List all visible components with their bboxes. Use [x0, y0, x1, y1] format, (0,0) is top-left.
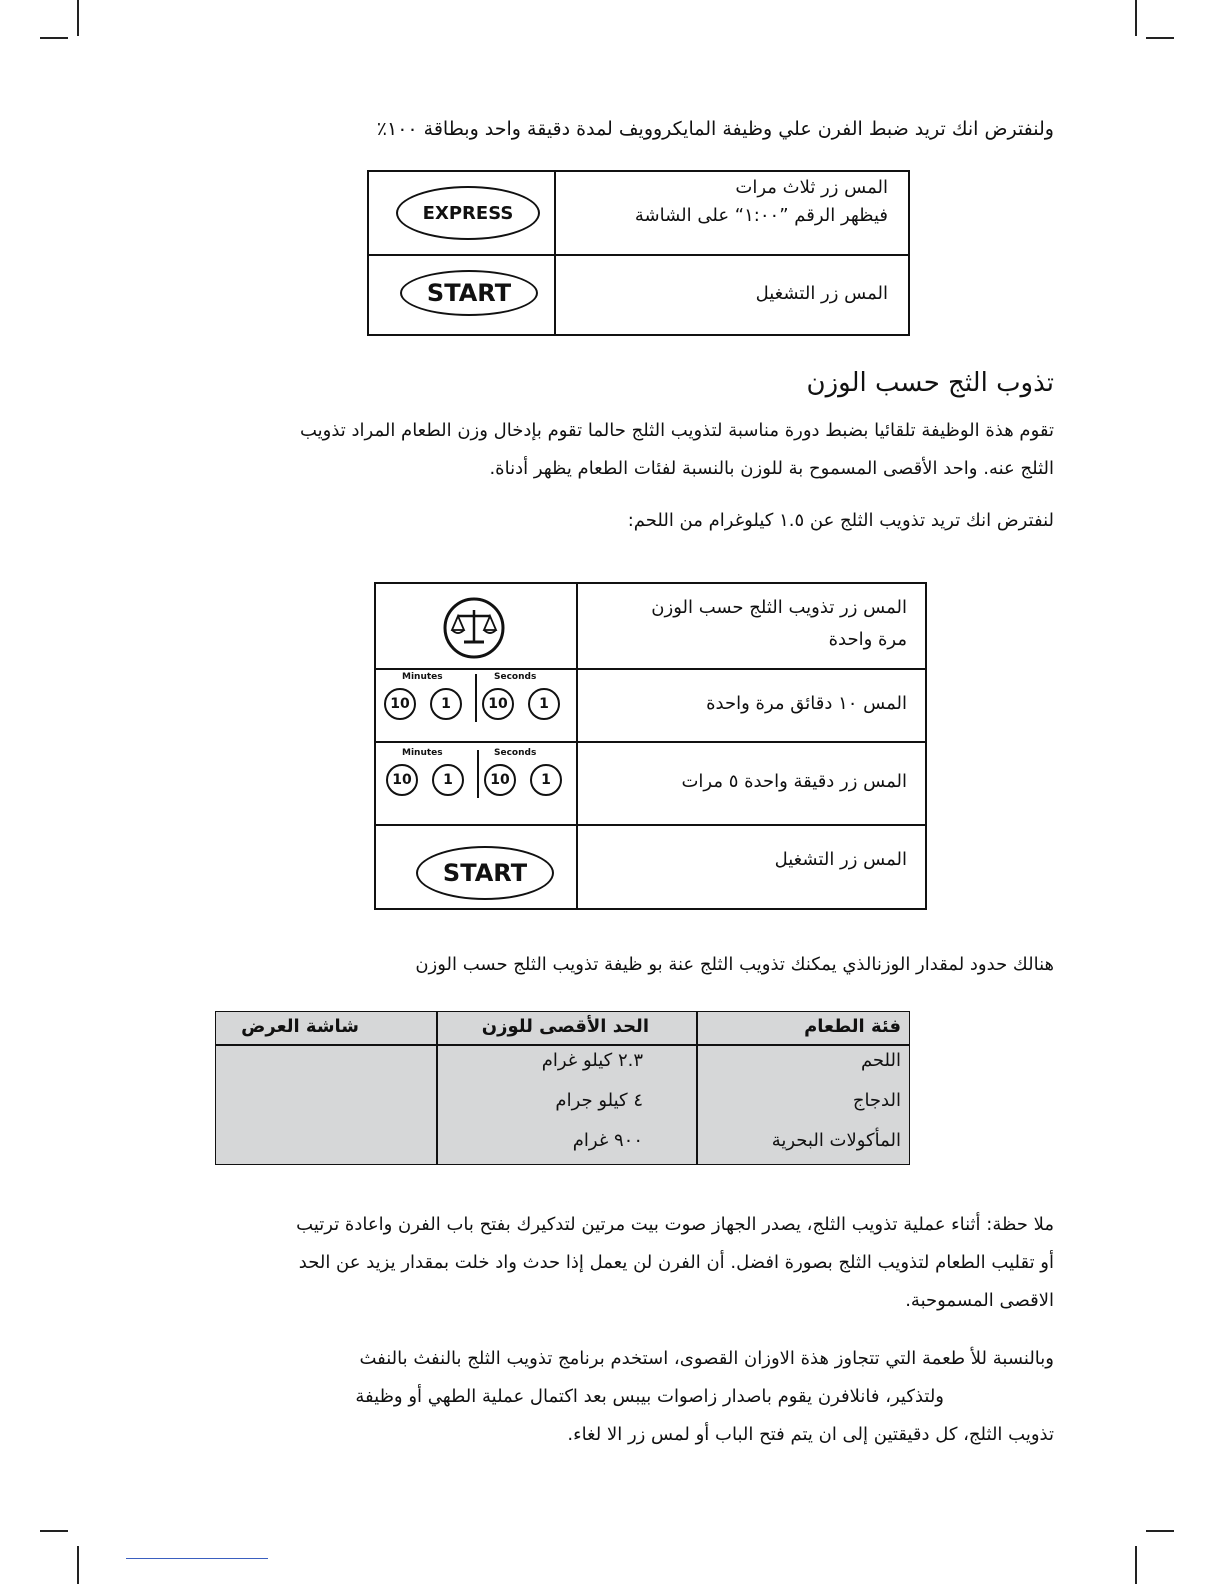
- ten-minutes-step-text: المس ١٠ دقائق مرة واحدة: [706, 693, 907, 714]
- ten-minutes-button[interactable]: 10: [384, 688, 416, 720]
- one-minute-button[interactable]: 1: [430, 688, 462, 720]
- minutes-label: Minutes: [402, 748, 443, 758]
- intro-text: ولنفترض انك تريد ضبط الفرن علي وظيفة المايكروويف لمدة دقيقة واحد وبطاقة ١٠٠٪: [376, 118, 1054, 140]
- express-step-text: المس زر ثلاث مرات فيظهر الرقم ”١:٠٠“ على الشاشة: [634, 177, 888, 226]
- crop-mark: [1146, 1530, 1174, 1532]
- seconds-label: Seconds: [494, 672, 537, 682]
- reminder-paragraph: وبالنسبة للأ طعمة التي تتجاوز هذة الاوزان القصوى، استخدم برنامج تذويب الثلج بالنفث بالنفث ولتذكير، فانلافرن يقوم باصدار زاصوات بيبس بعد اكتمال عملية الطهي أو وظيفة تذويب الثلج، كل دقيقتين إلى ان يتم فتح الباب أو لمس زر الا لغاء.: [355, 1348, 1054, 1445]
- max-weight-cell: ٢.٣ كيلو غرام: [541, 1050, 643, 1071]
- crop-mark: [1135, 0, 1137, 36]
- limits-intro: هنالك حدود لمقدار الوزنالذي يمكنك تذويب الثلج عنة بو ظيفة تذويب الثلج حسب الوزن: [415, 954, 1054, 975]
- one-second-button[interactable]: 1: [530, 764, 562, 796]
- category-cell: الدجاج: [852, 1090, 901, 1111]
- weight-defrost-step-text: المس زر تذويب الثلج حسب الوزن مرة واحدة: [651, 597, 907, 650]
- one-minute-button[interactable]: 1: [432, 764, 464, 796]
- crop-mark: [77, 1546, 79, 1584]
- category-cell: المأكولات البحرية: [771, 1130, 901, 1151]
- start-step-text: المس زر التشغيل: [774, 849, 907, 870]
- crop-mark: [40, 1530, 68, 1532]
- start-button[interactable]: START: [400, 270, 538, 316]
- one-second-button[interactable]: 1: [528, 688, 560, 720]
- crop-mark: [77, 0, 79, 36]
- crop-mark: [40, 37, 68, 39]
- example-line: لنفترض انك تريد تذويب الثلج عن ١.٥ كيلوغرام من اللحم:: [627, 510, 1054, 531]
- ten-seconds-button[interactable]: 10: [482, 688, 514, 720]
- weight-defrost-steps-table: [374, 582, 927, 910]
- start-step-text: المس زر التشغيل: [755, 283, 888, 304]
- section-title: تذوب الثج حسب الوزن: [806, 368, 1054, 398]
- header-display: شاشة العرض: [241, 1016, 359, 1037]
- weight-limits-table: [215, 1011, 910, 1165]
- scale-icon[interactable]: [442, 596, 506, 660]
- start-button[interactable]: START: [416, 846, 554, 900]
- max-weight-cell: ٩٠٠ غرام: [572, 1130, 643, 1151]
- header-food-category: فئة الطعام: [804, 1016, 901, 1037]
- footer-rule: [126, 1558, 268, 1559]
- crop-mark: [1146, 37, 1174, 39]
- intro-paragraph: تقوم هذة الوظيفة تلقائيا بضبط دورة مناسبة لتذويب الثلج حالما تقوم بإدخال وزن الطعام المراد تذويب الثلج عنه. واحد الأقصى المسموح بة للوزن بالنسبة لفئات الطعام يظهر أدناة.: [299, 420, 1054, 479]
- header-max-weight: الحد الأقصى للوزن: [481, 1016, 649, 1037]
- note-paragraph: ملا حظة: أثناء عملية تذويب الثلج، يصدر الجهاز صوت بيت مرتين لتدكيرك بفتح باب الفرن واعادة ترتيب أو تقليب الطعام لتذويب الثلج بصورة افضل. أن الفرن لن يعمل إذا حدث واد خلت بمقدار يزيد عن الحد الاقصى المسموحبة.: [296, 1214, 1054, 1311]
- minutes-label: Minutes: [402, 672, 443, 682]
- seconds-label: Seconds: [494, 748, 537, 758]
- one-minute-step-text: المس زر دقيقة واحدة ٥ مرات: [681, 771, 907, 792]
- ten-minutes-button[interactable]: 10: [386, 764, 418, 796]
- ten-seconds-button[interactable]: 10: [484, 764, 516, 796]
- express-steps-table: [367, 170, 910, 336]
- max-weight-cell: ٤ كيلو جرام: [555, 1090, 643, 1111]
- category-cell: اللحم: [860, 1050, 901, 1071]
- crop-mark: [1135, 1546, 1137, 1584]
- express-button[interactable]: EXPRESS: [396, 186, 540, 240]
